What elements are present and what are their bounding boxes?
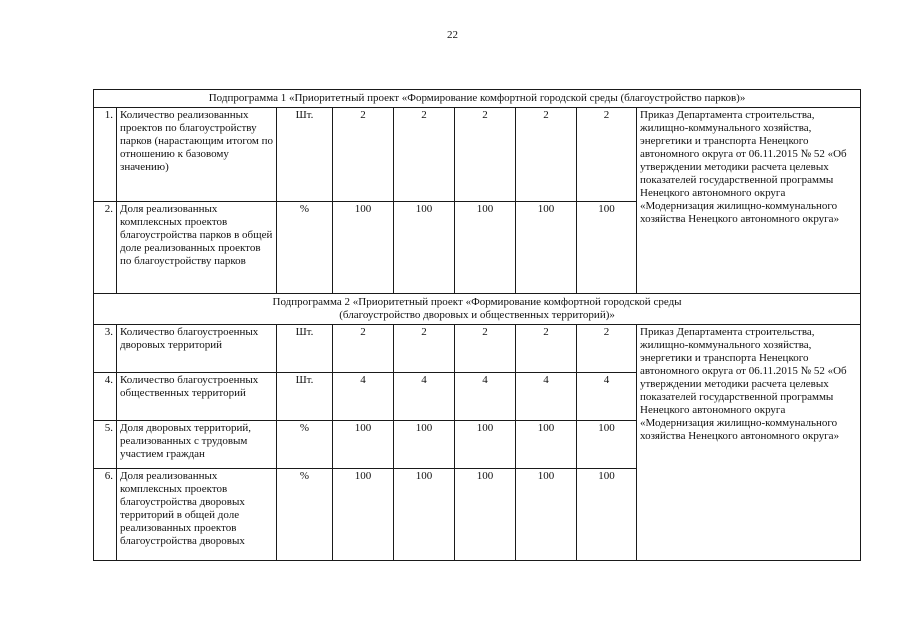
- indicator-name: Доля реализованных комплексных проектов благоустройства дворовых территорий в общей доле реализованных проектов благоустройства дворовых: [117, 469, 277, 561]
- value-cell: 4: [516, 373, 577, 421]
- unit-cell: Шт.: [277, 325, 333, 373]
- table-row: [94, 108, 861, 202]
- indicator-name: Количество благоустроенных общественных территорий: [117, 373, 277, 421]
- unit-cell: %: [277, 469, 333, 561]
- indicator-name: Количество реализованных проектов по благоустройству парков (нарастающим итогом по отношению к базовому значению): [117, 108, 277, 202]
- value-cell: 2: [577, 325, 637, 373]
- value-cell: 100: [333, 421, 394, 469]
- value-cell: 4: [577, 373, 637, 421]
- value-cell: 100: [516, 421, 577, 469]
- table-body: [94, 90, 861, 561]
- row-number: 4.: [94, 373, 117, 421]
- value-cell: 100: [394, 469, 455, 561]
- row-number: 1.: [94, 108, 117, 202]
- indicator-name: Количество благоустроенных дворовых территорий: [117, 325, 277, 373]
- indicator-name: Доля реализованных комплексных проектов благоустройства парков в общей доле реализованных проектов по благоустройству парков: [117, 202, 277, 294]
- value-cell: 100: [577, 202, 637, 294]
- value-cell: 4: [455, 373, 516, 421]
- value-cell: 2: [333, 325, 394, 373]
- value-cell: 100: [516, 469, 577, 561]
- value-cell: 2: [516, 325, 577, 373]
- section-title: Подпрограмма 1 «Приоритетный проект «Формирование комфортной городской среды (благоустройство парков)»: [94, 90, 861, 108]
- value-cell: 100: [455, 202, 516, 294]
- indicator-name: Доля дворовых территорий, реализованных с трудовым участием граждан: [117, 421, 277, 469]
- value-cell: 100: [394, 202, 455, 294]
- table-row: [94, 325, 861, 373]
- value-cell: 100: [455, 469, 516, 561]
- page-number: 22: [447, 29, 458, 41]
- value-cell: 100: [333, 469, 394, 561]
- value-cell: 4: [394, 373, 455, 421]
- value-cell: 2: [455, 325, 516, 373]
- source-document: Приказ Департамента строительства, жилищно-коммунального хозяйства, энергетики и транспорта Ненецкого автономного округа от 06.11.2015 № 52 «Об утверждении методики расчета целевых показателей государственной программы Ненецкого автономного округа «Модернизация жилищно-коммунального хозяйства Ненецкого автономного округа»: [637, 325, 861, 561]
- value-cell: 2: [455, 108, 516, 202]
- value-cell: 2: [394, 108, 455, 202]
- value-cell: 2: [333, 108, 394, 202]
- value-cell: 4: [333, 373, 394, 421]
- value-cell: 100: [394, 421, 455, 469]
- unit-cell: %: [277, 202, 333, 294]
- indicators-table: [93, 89, 861, 561]
- value-cell: 100: [516, 202, 577, 294]
- section-header-row: [94, 90, 861, 108]
- unit-cell: Шт.: [277, 108, 333, 202]
- section-header-row: [94, 294, 861, 325]
- row-number: 5.: [94, 421, 117, 469]
- value-cell: 100: [455, 421, 516, 469]
- section-title: Подпрограмма 2 «Приоритетный проект «Формирование комфортной городской среды (благоустройство дворовых и общественных территорий)»: [94, 294, 861, 325]
- unit-cell: Шт.: [277, 373, 333, 421]
- value-cell: 2: [394, 325, 455, 373]
- row-number: 3.: [94, 325, 117, 373]
- source-document: Приказ Департамента строительства, жилищно-коммунального хозяйства, энергетики и транспорта Ненецкого автономного округа от 06.11.2015 № 52 «Об утверждении методики расчета целевых показателей государственной программы Ненецкого автономного округа «Модернизация жилищно-коммунального хозяйства Ненецкого автономного округа»: [637, 108, 861, 294]
- row-number: 2.: [94, 202, 117, 294]
- value-cell: 100: [333, 202, 394, 294]
- unit-cell: %: [277, 421, 333, 469]
- value-cell: 100: [577, 469, 637, 561]
- value-cell: 2: [516, 108, 577, 202]
- row-number: 6.: [94, 469, 117, 561]
- value-cell: 2: [577, 108, 637, 202]
- value-cell: 100: [577, 421, 637, 469]
